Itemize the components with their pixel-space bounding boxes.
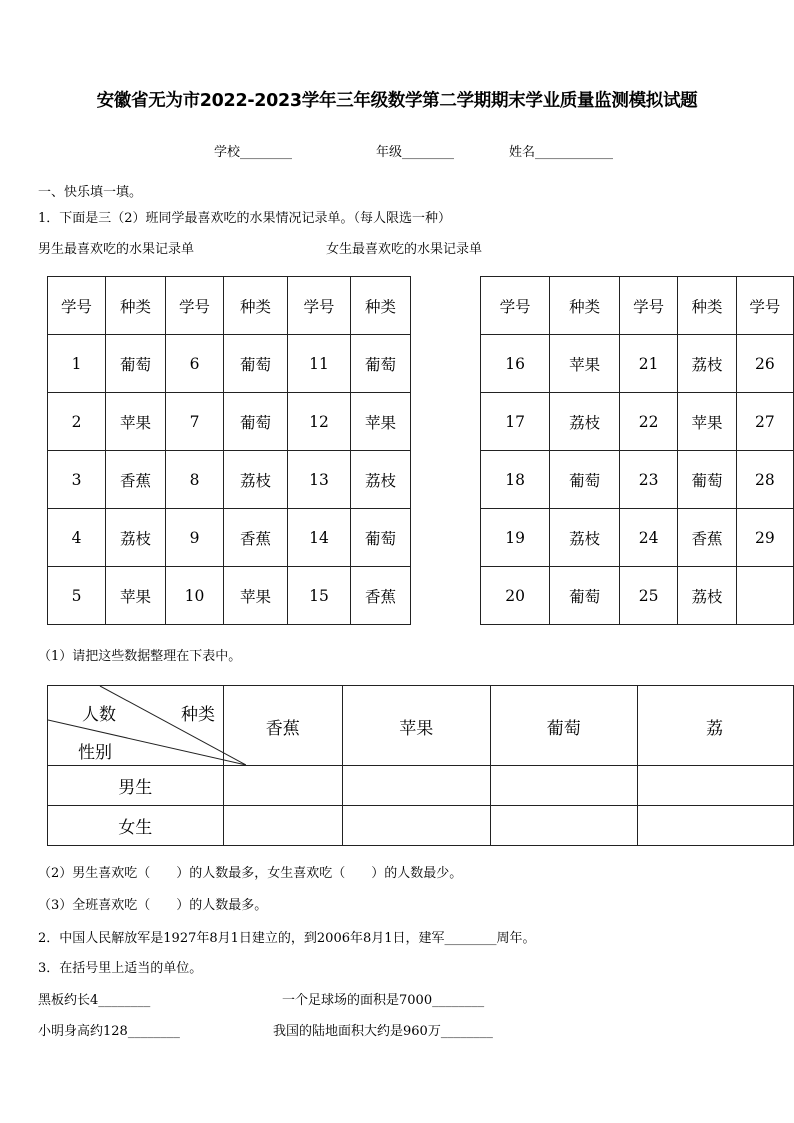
table-cell: 20 <box>481 567 550 625</box>
table-header-row <box>481 277 794 335</box>
header-cell: 种类 <box>351 277 411 335</box>
table-cell: 荔枝 <box>678 335 737 393</box>
table-cell: 7 <box>166 393 224 451</box>
table-cell: 荔枝 <box>678 567 737 625</box>
table-cell: 香蕉 <box>351 567 411 625</box>
column-header: 荔 <box>638 686 794 766</box>
table-cell: 葡萄 <box>224 393 288 451</box>
header-cell: 学号 <box>48 277 106 335</box>
table-cell: 葡萄 <box>351 335 411 393</box>
table-header-row <box>48 686 794 766</box>
table-cell: 10 <box>166 567 224 625</box>
header-cell: 学号 <box>166 277 224 335</box>
row-header: 女生 <box>48 806 224 846</box>
unit-item: 小明身高约128________ <box>38 1024 180 1039</box>
answer-cell[interactable] <box>490 806 638 846</box>
header-cell: 学号 <box>481 277 550 335</box>
table-cell: 香蕉 <box>106 451 166 509</box>
school-field: 学校________ <box>214 145 293 160</box>
table-cell: 荔枝 <box>224 451 288 509</box>
answer-cell[interactable] <box>223 766 343 806</box>
header-cell: 种类 <box>224 277 288 335</box>
table-cell: 23 <box>620 451 678 509</box>
corner-kind-label: 种类 <box>181 705 215 725</box>
table-row <box>481 393 794 451</box>
table-cell: 8 <box>166 451 224 509</box>
table-cell: 24 <box>620 509 678 567</box>
sub-question-2: （2）男生喜欢吃（ ）的人数最多，女生喜欢吃（ ）的人数最少。 <box>38 866 463 881</box>
table-cell: 苹果 <box>678 393 737 451</box>
table-cell: 荔枝 <box>550 509 620 567</box>
column-header: 香蕉 <box>223 686 343 766</box>
unit-item: 我国的陆地面积大约是960万________ <box>273 1024 493 1039</box>
header-cell: 种类 <box>106 277 166 335</box>
table-row <box>48 567 411 625</box>
row-header: 男生 <box>48 766 224 806</box>
table-row <box>48 335 411 393</box>
table-cell: 16 <box>481 335 550 393</box>
table-cell: 葡萄 <box>678 451 737 509</box>
answer-cell[interactable] <box>638 766 794 806</box>
question-2-text: 2．中国人民解放军是1927年8月1日建立的，到2006年8月1日，建军________周年。 <box>38 931 536 946</box>
table-row <box>48 806 794 846</box>
table-cell: 29 <box>736 509 793 567</box>
section-heading: 一、快乐填一填。 <box>38 185 143 200</box>
girls-caption: 女生最喜欢吃的水果记录单 <box>326 242 483 257</box>
header-cell: 种类 <box>678 277 737 335</box>
table-cell: 13 <box>288 451 351 509</box>
table-cell: 11 <box>288 335 351 393</box>
table-cell: 苹果 <box>351 393 411 451</box>
table-cell: 葡萄 <box>351 509 411 567</box>
table-cell: 葡萄 <box>550 451 620 509</box>
table-row <box>48 766 794 806</box>
table-cell: 苹果 <box>106 393 166 451</box>
table-cell: 苹果 <box>106 567 166 625</box>
corner-count-label: 人数 <box>82 705 116 725</box>
header-cell: 种类 <box>550 277 620 335</box>
table-cell: 香蕉 <box>678 509 737 567</box>
table-cell: 葡萄 <box>106 335 166 393</box>
table-cell: 荔枝 <box>550 393 620 451</box>
table-cell: 1 <box>48 335 106 393</box>
table-cell: 2 <box>48 393 106 451</box>
answer-cell[interactable] <box>638 806 794 846</box>
table-cell <box>736 567 793 625</box>
unit-item: 一个足球场的面积是7000________ <box>282 993 485 1008</box>
diagonal-line <box>100 686 246 765</box>
table-header-row <box>48 277 411 335</box>
table-cell: 葡萄 <box>550 567 620 625</box>
sub-question-3: （3）全班喜欢吃（ ）的人数最多。 <box>38 898 268 913</box>
diagonal-corner-cell <box>48 686 224 766</box>
table-cell: 22 <box>620 393 678 451</box>
table-cell: 12 <box>288 393 351 451</box>
name-field: 姓名____________ <box>509 145 614 160</box>
table-row <box>481 567 794 625</box>
girls-record-table <box>480 276 794 625</box>
grade-field: 年级________ <box>376 145 455 160</box>
page-title: 安徽省无为市2022-2023学年三年级数学第二学期期末学业质量监测模拟试题 <box>96 91 698 111</box>
table-cell: 9 <box>166 509 224 567</box>
table-cell: 苹果 <box>224 567 288 625</box>
table-cell: 21 <box>620 335 678 393</box>
table-cell: 17 <box>481 393 550 451</box>
table-cell: 3 <box>48 451 106 509</box>
answer-cell[interactable] <box>223 806 343 846</box>
unit-item: 黑板约长4________ <box>38 993 151 1008</box>
header-cell: 学号 <box>736 277 793 335</box>
corner-gender-label: 性别 <box>78 743 112 763</box>
question-1-text: 1．下面是三（2）班同学最喜欢吃的水果情况记录单。（每人限选一种） <box>38 211 452 226</box>
column-header: 苹果 <box>343 686 491 766</box>
summary-table <box>47 685 794 846</box>
table-cell: 荔枝 <box>106 509 166 567</box>
table-cell: 4 <box>48 509 106 567</box>
answer-cell[interactable] <box>343 806 491 846</box>
table-cell: 26 <box>736 335 793 393</box>
table-cell: 19 <box>481 509 550 567</box>
table-row <box>48 393 411 451</box>
table-cell: 28 <box>736 451 793 509</box>
table-cell: 6 <box>166 335 224 393</box>
table-row <box>481 509 794 567</box>
header-cell: 学号 <box>620 277 678 335</box>
question-3-text: 3．在括号里上适当的单位。 <box>38 961 203 976</box>
table-cell: 葡萄 <box>224 335 288 393</box>
answer-cell[interactable] <box>343 766 491 806</box>
header-cell: 学号 <box>288 277 351 335</box>
table-cell: 27 <box>736 393 793 451</box>
boys-caption: 男生最喜欢吃的水果记录单 <box>38 242 195 257</box>
table-cell: 14 <box>288 509 351 567</box>
table-cell: 15 <box>288 567 351 625</box>
table-cell: 18 <box>481 451 550 509</box>
table-cell: 苹果 <box>550 335 620 393</box>
sub-question-1: （1）请把这些数据整理在下表中。 <box>38 649 242 664</box>
table-cell: 5 <box>48 567 106 625</box>
table-cell: 荔枝 <box>351 451 411 509</box>
table-cell: 香蕉 <box>224 509 288 567</box>
table-row <box>481 335 794 393</box>
boys-record-table <box>47 276 411 625</box>
column-header: 葡萄 <box>490 686 638 766</box>
table-row <box>48 509 411 567</box>
table-row <box>481 451 794 509</box>
answer-cell[interactable] <box>490 766 638 806</box>
table-cell: 25 <box>620 567 678 625</box>
table-row <box>48 451 411 509</box>
